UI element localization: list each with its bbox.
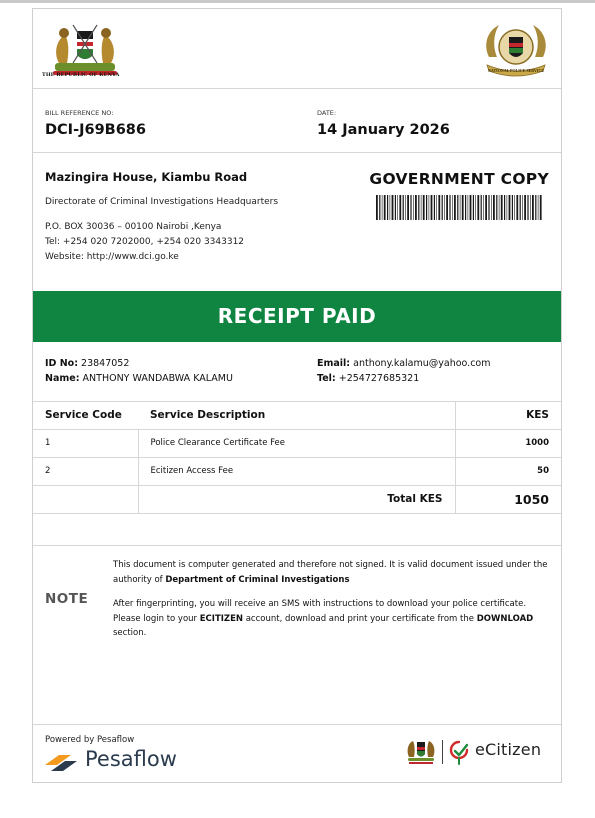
column-header-kes: KES [526, 409, 549, 422]
customer-id-value: 23847052 [81, 358, 130, 369]
note-text: This document is computer generated and therefore not signed. It is valid document issued under the authority of [113, 560, 548, 585]
date-value: 14 January 2026 [317, 122, 450, 138]
pesaflow-wordmark: Pesaflow [85, 747, 177, 771]
bill-reference-value: DCI-J69B686 [45, 122, 146, 138]
note-label: NOTE [45, 591, 89, 607]
table-row [33, 429, 561, 457]
customer-email [317, 358, 491, 369]
customer-tel-value: +254727685321 [338, 373, 420, 384]
note-text: account, download and print your certificate from the [243, 613, 477, 624]
divider [33, 88, 561, 89]
services-table [33, 402, 561, 545]
republic-of-kenya-caption: THE REPUBLIC OF KENYA [42, 72, 120, 78]
note-emphasis: ECITIZEN [199, 613, 244, 624]
office-address-title: Mazingira House, Kiambu Road [45, 170, 248, 184]
note-text: After fingerprinting, you will receive an SMS with instructions to download your police certificate. Please login to your [113, 599, 527, 624]
office-department: Directorate of Criminal Investigations Headquarters [45, 197, 279, 207]
total-value: 1050 [455, 485, 561, 513]
note-emphasis: DOWNLOAD [476, 613, 534, 624]
customer-tel [317, 373, 419, 384]
column-header-service-code: Service Code [45, 409, 122, 422]
service-code-cell: 2 [33, 457, 138, 485]
service-amount-cell: 50 [455, 457, 561, 485]
divider [33, 545, 561, 546]
service-description-cell: Police Clearance Certificate Fee [138, 429, 455, 457]
page-top-rule [0, 0, 595, 3]
customer-id-label: ID No: [45, 358, 79, 369]
customer-tel-label: Tel: [317, 373, 336, 384]
column-header-service-description: Service Description [138, 402, 455, 429]
ecitizen-logo-icon [448, 739, 470, 765]
barcode-icon [376, 195, 542, 220]
note-paragraph-2 [113, 597, 553, 641]
note-emphasis: Department of Criminal Investigations [165, 574, 350, 585]
customer-email-value: anthony.kalamu@yahoo.com [353, 358, 491, 369]
customer-email-label: Email: [317, 358, 351, 369]
table-header-row [33, 402, 561, 429]
receipt-paid-banner: RECEIPT PAID [33, 291, 561, 342]
office-website: Website: http://www.dci.go.ke [45, 252, 179, 262]
customer-name [45, 373, 233, 384]
table-spacer-row [33, 513, 561, 545]
kenya-coat-of-arms-icon [45, 19, 125, 91]
note-paragraph-1 [113, 558, 553, 587]
note-text: section. [113, 628, 147, 638]
table-row [33, 457, 561, 485]
customer-id [45, 358, 129, 369]
police-emblem-caption: NATIONAL POLICE SERVICE [487, 68, 545, 73]
customer-name-value: ANTHONY WANDABWA KALAMU [82, 373, 233, 384]
customer-name-label: Name: [45, 373, 80, 384]
date-label: DATE: [317, 109, 337, 117]
national-police-service-emblem-icon [481, 21, 551, 81]
footer-logo-separator [442, 740, 443, 764]
office-po-box: P.O. BOX 30036 – 00100 Nairobi ,Kenya [45, 222, 222, 232]
service-amount-cell: 1000 [455, 429, 561, 457]
powered-by-text: Powered by Pesaflow [45, 735, 135, 745]
office-telephone: Tel: +254 020 7202000, +254 020 3343312 [45, 237, 245, 247]
ecitizen-wordmark: eCitizen [475, 740, 542, 759]
receipt-document [32, 8, 562, 783]
kenya-coat-of-arms-small-icon [405, 737, 437, 767]
divider [33, 724, 561, 725]
service-description-cell: Ecitizen Access Fee [138, 457, 455, 485]
total-label: Total KES [138, 485, 455, 513]
table-total-row [33, 485, 561, 513]
bill-reference-label: BILL REFERENCE NO: [45, 109, 114, 117]
government-copy-label: GOVERNMENT COPY [369, 170, 549, 188]
service-code-cell: 1 [33, 429, 138, 457]
divider [33, 152, 561, 153]
